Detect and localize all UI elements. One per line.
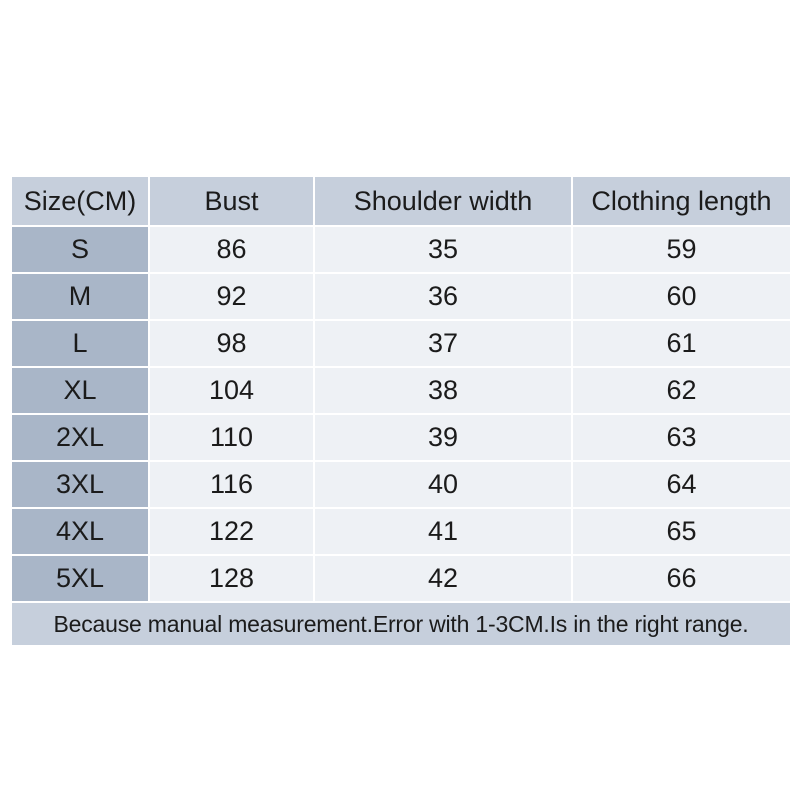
cell-shoulder: 35	[314, 226, 572, 273]
cell-shoulder: 38	[314, 367, 572, 414]
cell-bust: 98	[149, 320, 314, 367]
cell-size: 2XL	[11, 414, 149, 461]
table-row	[11, 320, 791, 367]
cell-length: 59	[572, 226, 791, 273]
table-header	[11, 176, 791, 226]
cell-bust: 110	[149, 414, 314, 461]
cell-size: M	[11, 273, 149, 320]
cell-bust: 128	[149, 555, 314, 602]
column-header-clothing-length: Clothing length	[572, 176, 791, 226]
cell-length: 60	[572, 273, 791, 320]
table-row	[11, 461, 791, 508]
cell-length: 62	[572, 367, 791, 414]
column-header-bust: Bust	[149, 176, 314, 226]
header-row	[11, 176, 791, 226]
cell-length: 66	[572, 555, 791, 602]
column-header-size: Size(CM)	[11, 176, 149, 226]
table-row	[11, 414, 791, 461]
cell-length: 65	[572, 508, 791, 555]
cell-shoulder: 37	[314, 320, 572, 367]
table-row	[11, 367, 791, 414]
size-chart-table	[10, 175, 792, 647]
cell-length: 61	[572, 320, 791, 367]
table-body	[11, 226, 791, 646]
cell-shoulder: 42	[314, 555, 572, 602]
table-row	[11, 273, 791, 320]
cell-shoulder: 40	[314, 461, 572, 508]
cell-shoulder: 39	[314, 414, 572, 461]
cell-size: L	[11, 320, 149, 367]
cell-size: 5XL	[11, 555, 149, 602]
cell-bust: 86	[149, 226, 314, 273]
cell-bust: 116	[149, 461, 314, 508]
cell-shoulder: 41	[314, 508, 572, 555]
cell-length: 64	[572, 461, 791, 508]
cell-shoulder: 36	[314, 273, 572, 320]
cell-size: 3XL	[11, 461, 149, 508]
cell-bust: 92	[149, 273, 314, 320]
measurement-note: Because manual measurement.Error with 1-3CM.Is in the right range.	[11, 602, 791, 646]
cell-size: XL	[11, 367, 149, 414]
table-row	[11, 555, 791, 602]
cell-size: S	[11, 226, 149, 273]
cell-bust: 104	[149, 367, 314, 414]
column-header-shoulder-width: Shoulder width	[314, 176, 572, 226]
measurement-note-row	[11, 602, 791, 646]
cell-length: 63	[572, 414, 791, 461]
table-row	[11, 508, 791, 555]
table-row	[11, 226, 791, 273]
cell-bust: 122	[149, 508, 314, 555]
cell-size: 4XL	[11, 508, 149, 555]
